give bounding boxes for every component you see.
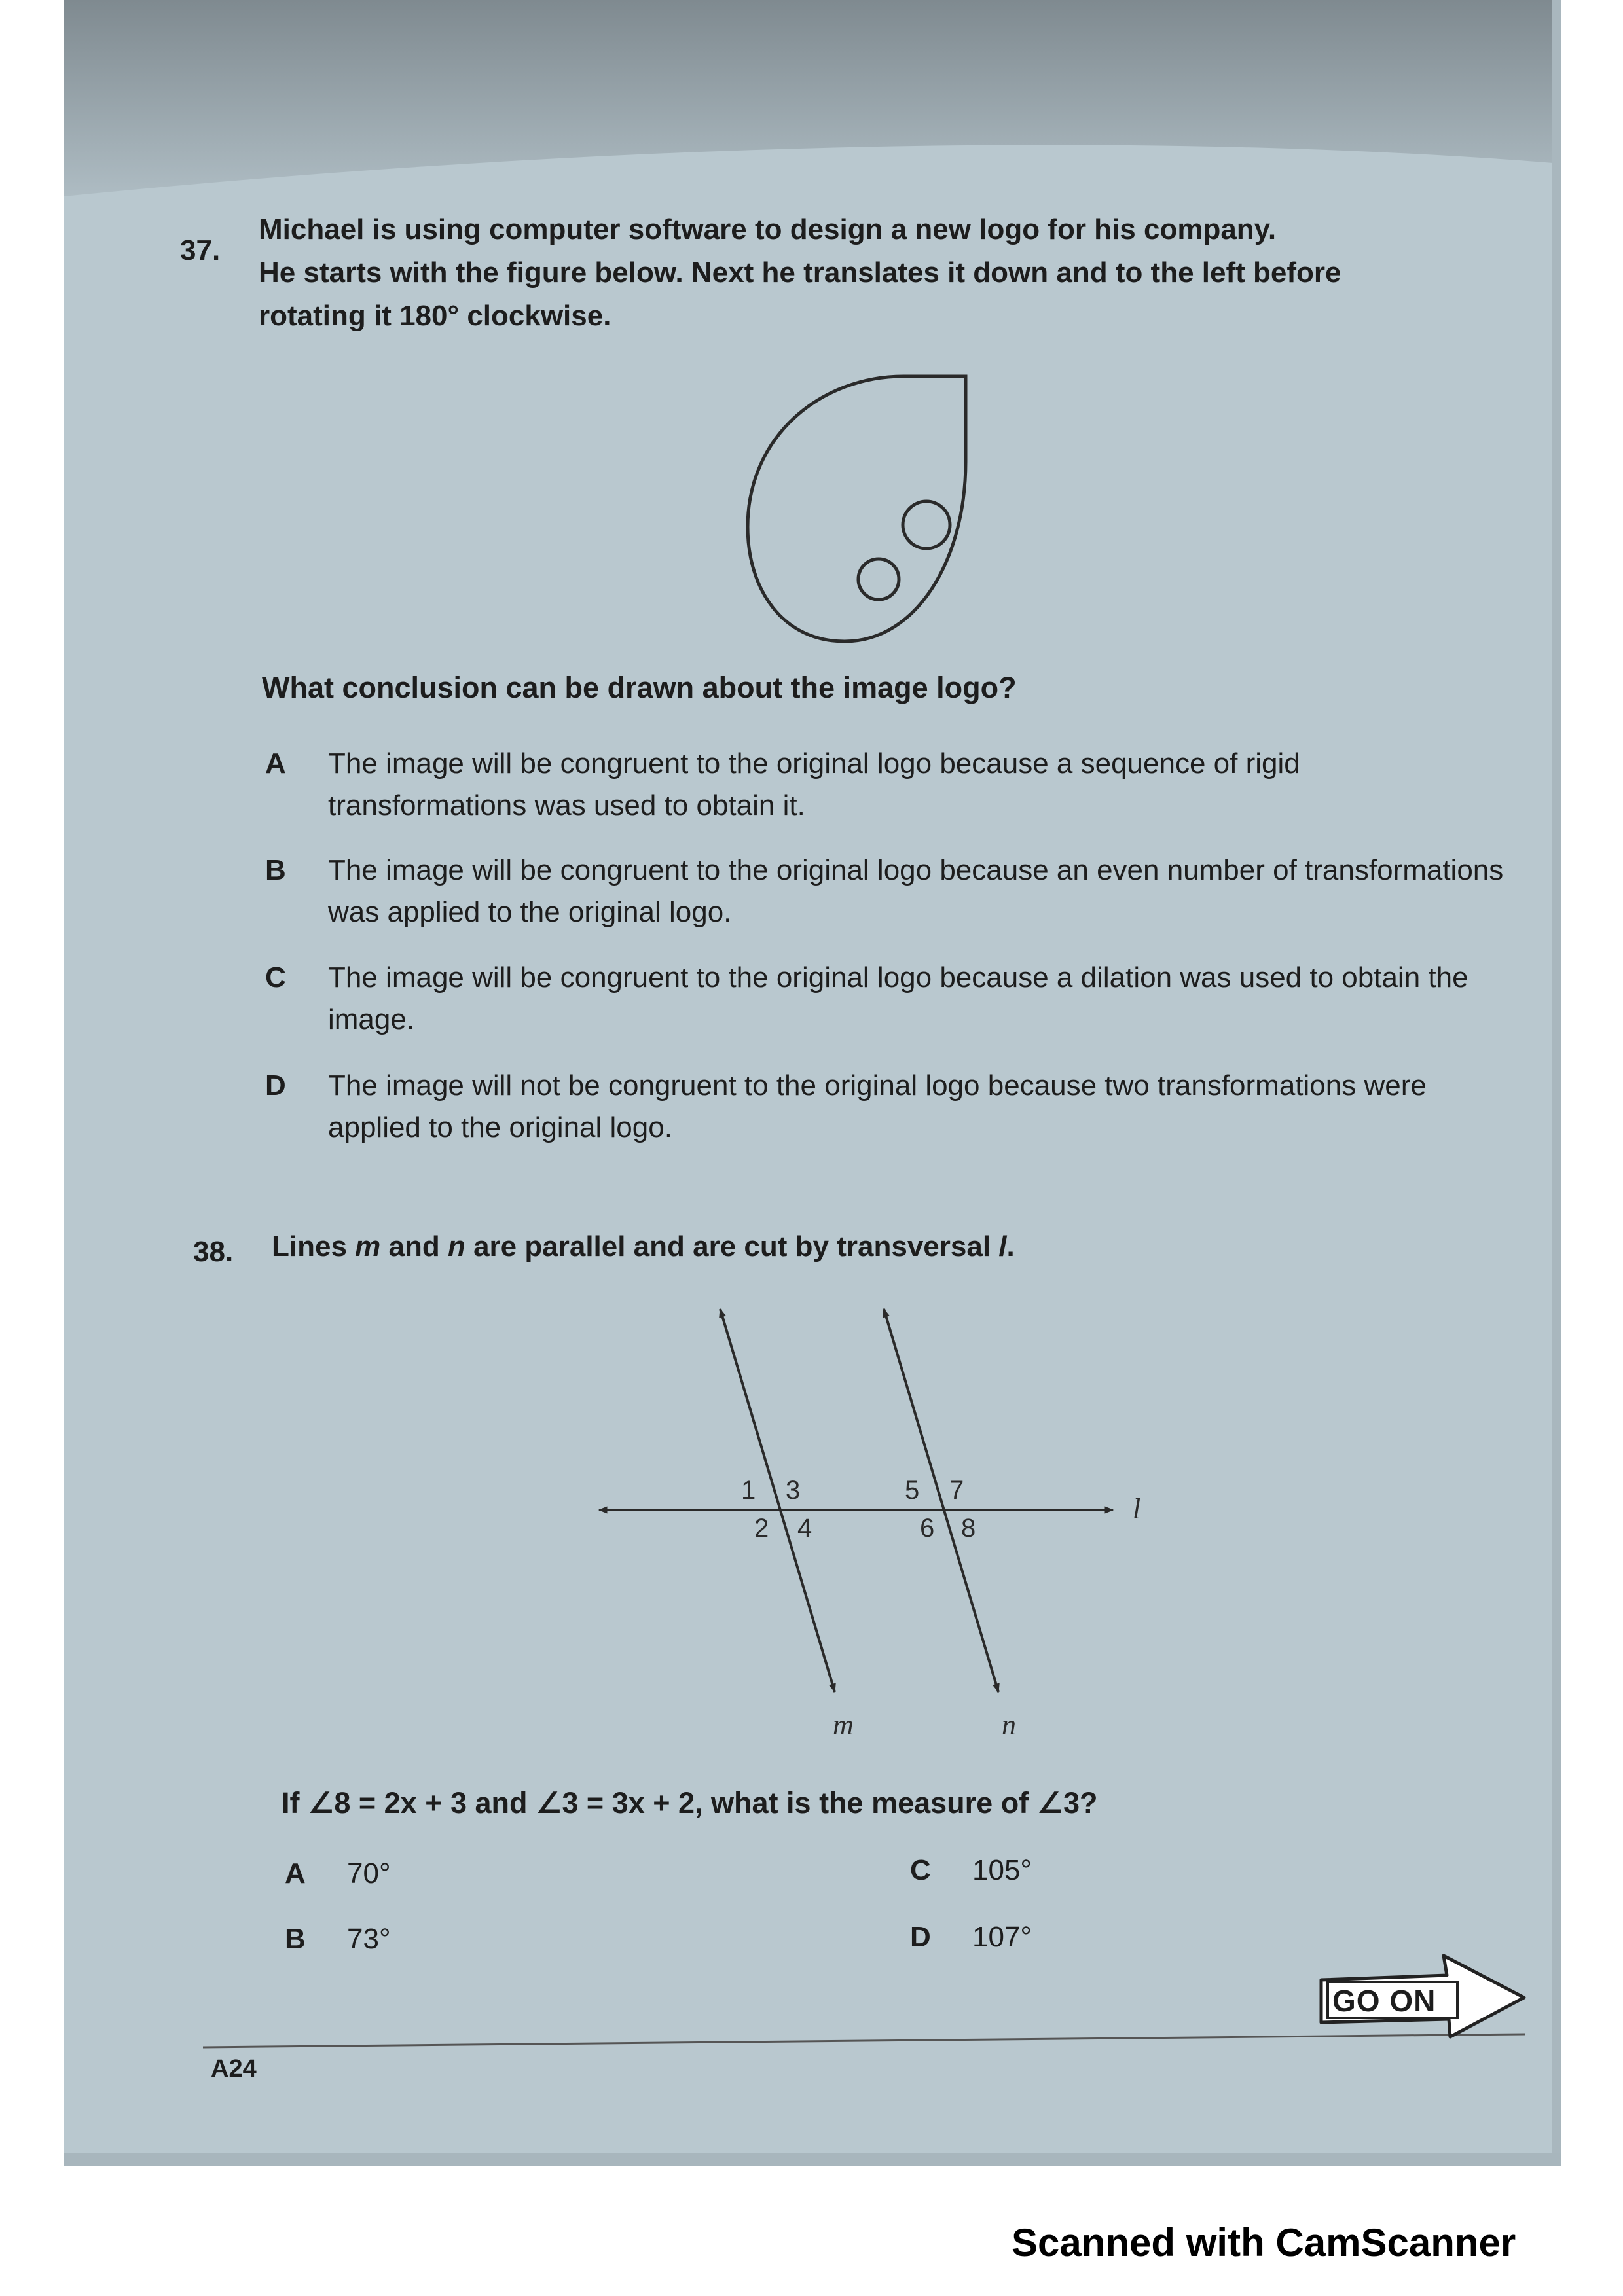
parallel-lines-diagram [589, 1296, 1178, 1754]
choice-text: 107° [972, 1921, 1032, 1953]
question-38-prompt: If ∠8 = 2x + 3 and ∠3 = 3x + 2, what is the measure of ∠3? [282, 1786, 1098, 1820]
logo-teardrop-shape [748, 376, 966, 641]
stem-part: and [380, 1230, 448, 1263]
question-38-choice-d[interactable] [910, 1921, 1032, 1954]
angle-label-2: 2 [754, 1514, 769, 1543]
scanner-watermark: Scanned with CamScanner [1012, 2221, 1516, 2265]
choice-letter: B [285, 1923, 306, 1955]
question-38-choice-a[interactable] [285, 1857, 391, 1890]
question-37-stem [259, 208, 1341, 338]
question-37-stem-line-2: He starts with the figure below. Next he translates it down and to the left before [259, 257, 1341, 289]
choice-letter: B [265, 854, 286, 886]
question-38-choice-b[interactable] [285, 1923, 391, 1956]
angle-label-8: 8 [961, 1514, 976, 1543]
line-label-m: m [833, 1709, 854, 1741]
stem-part: . [1006, 1230, 1015, 1263]
line-m [720, 1309, 835, 1692]
choice-text: The image will not be congruent to the original logo because two transformations were applied to the original logo. [328, 1069, 1427, 1143]
choice-text: 73° [347, 1923, 391, 1955]
question-37-number: 37. [180, 234, 221, 266]
go-on-label: GO ON [1332, 1984, 1436, 2018]
question-37-prompt: What conclusion can be drawn about the image logo? [262, 671, 1017, 704]
question-37-stem-line-1: Michael is using computer software to design a new logo for his company. [259, 213, 1277, 245]
choice-text: The image will be congruent to the original logo because a sequence of rigid transformations was used to obtain it. [328, 747, 1300, 821]
line-label-l: l [1133, 1493, 1141, 1525]
choice-letter: A [285, 1857, 306, 1890]
angle-label-3: 3 [786, 1476, 801, 1505]
angle-label-4: 4 [797, 1514, 812, 1543]
choice-letter: A [265, 747, 286, 780]
question-38-number: 38. [193, 1236, 234, 1268]
angle-label-7: 7 [949, 1476, 964, 1505]
logo-figure [733, 363, 982, 651]
choice-text: The image will be congruent to the original logo because a dilation was used to obtain the image. [328, 961, 1468, 1035]
logo-large-circle [903, 501, 950, 548]
line-n [884, 1309, 998, 1692]
stem-var-l: l [998, 1230, 1007, 1263]
stem-var-m: m [355, 1230, 381, 1263]
angle-label-5: 5 [905, 1476, 920, 1505]
choice-text: The image will be congruent to the original logo because an even number of transformations was applied to the original logo. [328, 854, 1504, 928]
stem-var-n: n [447, 1230, 465, 1263]
page-number-label: A24 [211, 2055, 257, 2083]
choice-letter: D [265, 1069, 286, 1102]
question-38-choice-c[interactable] [910, 1854, 1032, 1887]
choice-text: 105° [972, 1854, 1032, 1886]
stem-part: Lines [272, 1230, 356, 1263]
choice-text: 70° [347, 1857, 391, 1890]
angle-label-6: 6 [920, 1514, 935, 1543]
question-37-stem-line-3: rotating it 180° clockwise. [259, 300, 611, 332]
stem-part: are parallel and are cut by transversal [465, 1230, 999, 1263]
angle-label-1: 1 [741, 1476, 756, 1505]
choice-letter: C [910, 1854, 931, 1886]
choice-letter: D [910, 1921, 931, 1953]
line-label-n: n [1002, 1709, 1016, 1741]
logo-small-circle [858, 559, 899, 600]
choice-letter: C [265, 961, 286, 994]
question-38-stem [272, 1225, 1015, 1268]
